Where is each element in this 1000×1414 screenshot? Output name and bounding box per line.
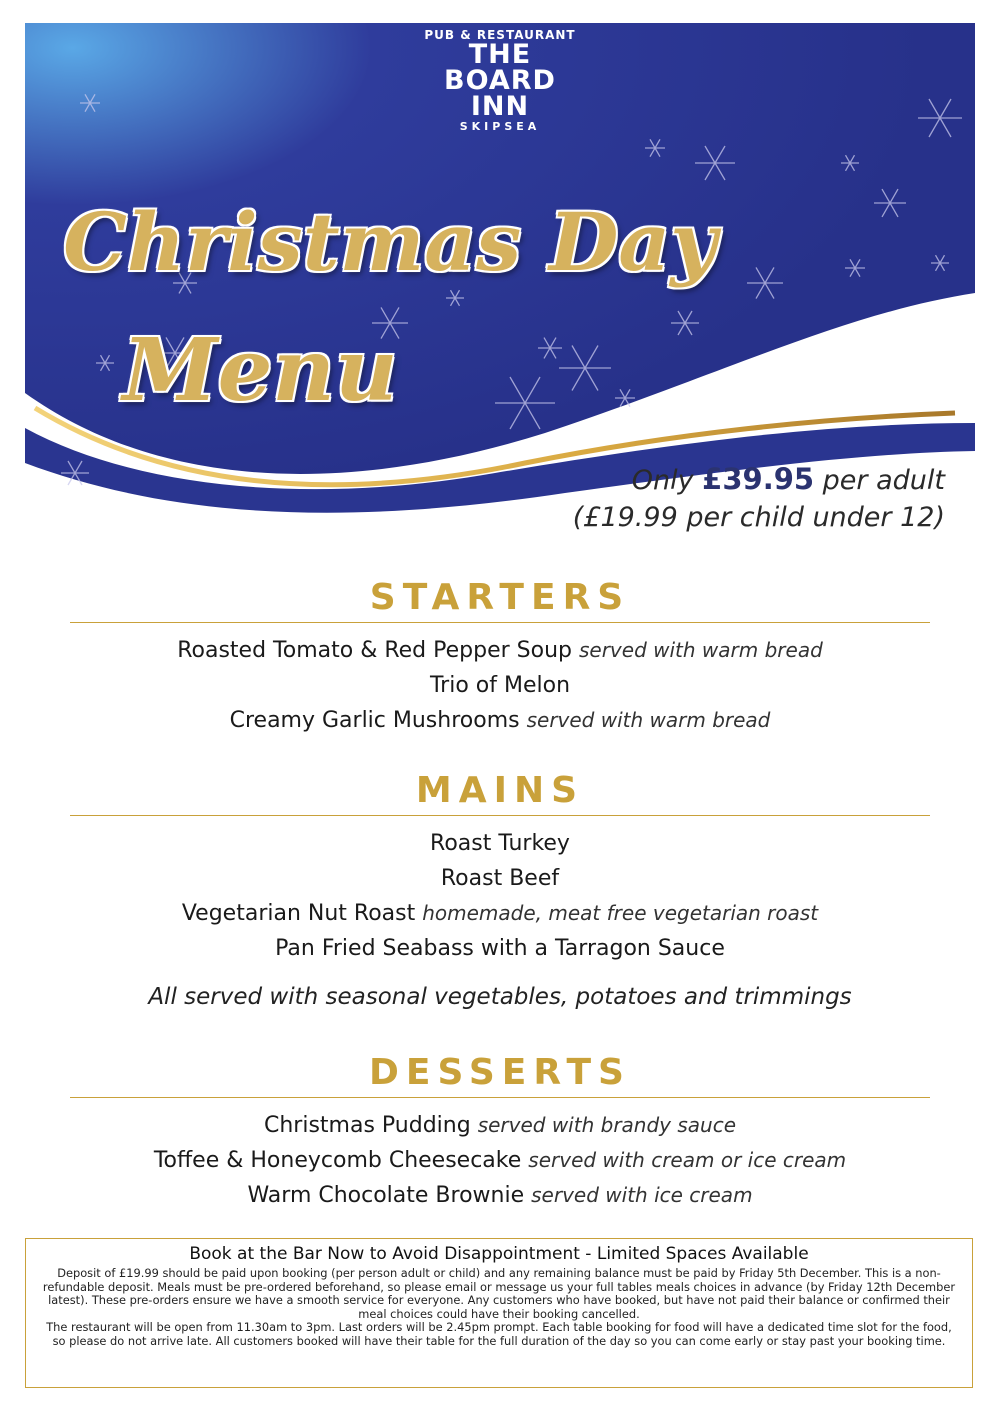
price-prefix: Only bbox=[631, 465, 694, 496]
booking-info-box bbox=[25, 1238, 973, 1388]
list-item bbox=[70, 826, 930, 861]
price-amount: £39.95 bbox=[702, 462, 815, 496]
dish-name: Trio of Melon bbox=[429, 673, 571, 698]
dish-name: Christmas Pudding bbox=[263, 1113, 471, 1138]
list-item bbox=[70, 1108, 930, 1143]
starters-heading: STARTERS bbox=[369, 577, 631, 618]
restaurant-logo bbox=[0, 28, 1000, 133]
deposit-terms: Deposit of £19.99 should be paid upon booking (per person adult or child) and any remaining balance must be paid by Friday 5th December. This is a non-refundable deposit. Meals must be pre-ordered beforehand, so please email or message us your full tables meals choices in advance (by Friday 12th December latest). These pre-orders ensure we have a smooth service for everyone. Any customers who have booked, but have not paid their balance or confirmed their meal choices could have their booking cancelled. bbox=[42, 1266, 956, 1321]
dish-note: served with warm bread bbox=[578, 638, 823, 662]
dish-note: served with ice cream bbox=[531, 1183, 753, 1207]
dish-name: Roasted Tomato & Red Pepper Soup bbox=[177, 638, 572, 663]
logo-name-inn: INN bbox=[470, 91, 530, 122]
logo-tagline: PUB & RESTAURANT bbox=[424, 28, 576, 42]
list-item bbox=[70, 1178, 930, 1213]
dish-name: Roast Beef bbox=[440, 866, 560, 891]
desserts-divider bbox=[70, 1097, 930, 1098]
mains-heading: MAINS bbox=[415, 770, 585, 811]
dish-name: Vegetarian Nut Roast bbox=[181, 901, 416, 926]
dish-name: Toffee & Honeycomb Cheesecake bbox=[153, 1148, 522, 1173]
list-item bbox=[70, 861, 930, 896]
dish-name: Creamy Garlic Mushrooms bbox=[229, 708, 520, 733]
dish-name: Warm Chocolate Brownie bbox=[247, 1183, 525, 1208]
logo-name-board: BOARD bbox=[444, 65, 556, 96]
mains-section bbox=[70, 771, 930, 1010]
desserts-section bbox=[70, 1053, 930, 1213]
mains-divider bbox=[70, 815, 930, 816]
menu-title-line1: Christmas Day bbox=[63, 195, 717, 289]
logo-location: SKIPSEA bbox=[459, 120, 541, 133]
dish-note: homemade, meat free vegetarian roast bbox=[422, 901, 819, 925]
child-price: (£19.99 per child under 12) bbox=[572, 502, 945, 533]
starters-divider bbox=[70, 622, 930, 623]
mains-served-with: All served with seasonal vegetables, potatoes and trimmings bbox=[148, 984, 852, 1010]
dish-note: served with brandy sauce bbox=[477, 1113, 737, 1137]
dish-name: Pan Fried Seabass with a Tarragon Sauce bbox=[275, 936, 725, 961]
list-item bbox=[70, 633, 930, 668]
menu-title-line2: Menu bbox=[122, 320, 398, 421]
list-item bbox=[70, 668, 930, 703]
desserts-heading: DESSERTS bbox=[369, 1052, 631, 1093]
dish-note: served with warm bread bbox=[526, 708, 771, 732]
list-item bbox=[70, 896, 930, 931]
dish-name: Roast Turkey bbox=[430, 831, 570, 856]
starters-section bbox=[70, 578, 930, 738]
price-block bbox=[573, 462, 945, 533]
price-suffix: per adult bbox=[822, 465, 945, 496]
logo-name-the: THE bbox=[468, 39, 532, 70]
opening-times: The restaurant will be open from 11.30am to 3pm. Last orders will be 2.45pm prompt. Each table booking for food will have a dedicated time slot for the food, so please do not arrive late. All customers booked will have their table for the full duration of the day so you can come early or stay past your booking time. bbox=[46, 1320, 952, 1348]
dish-note: served with cream or ice cream bbox=[528, 1148, 847, 1172]
booking-heading: Book at the Bar Now to Avoid Disappointment - Limited Spaces Available bbox=[189, 1244, 809, 1264]
list-item bbox=[70, 1143, 930, 1178]
list-item bbox=[70, 703, 930, 738]
list-item bbox=[70, 931, 930, 966]
